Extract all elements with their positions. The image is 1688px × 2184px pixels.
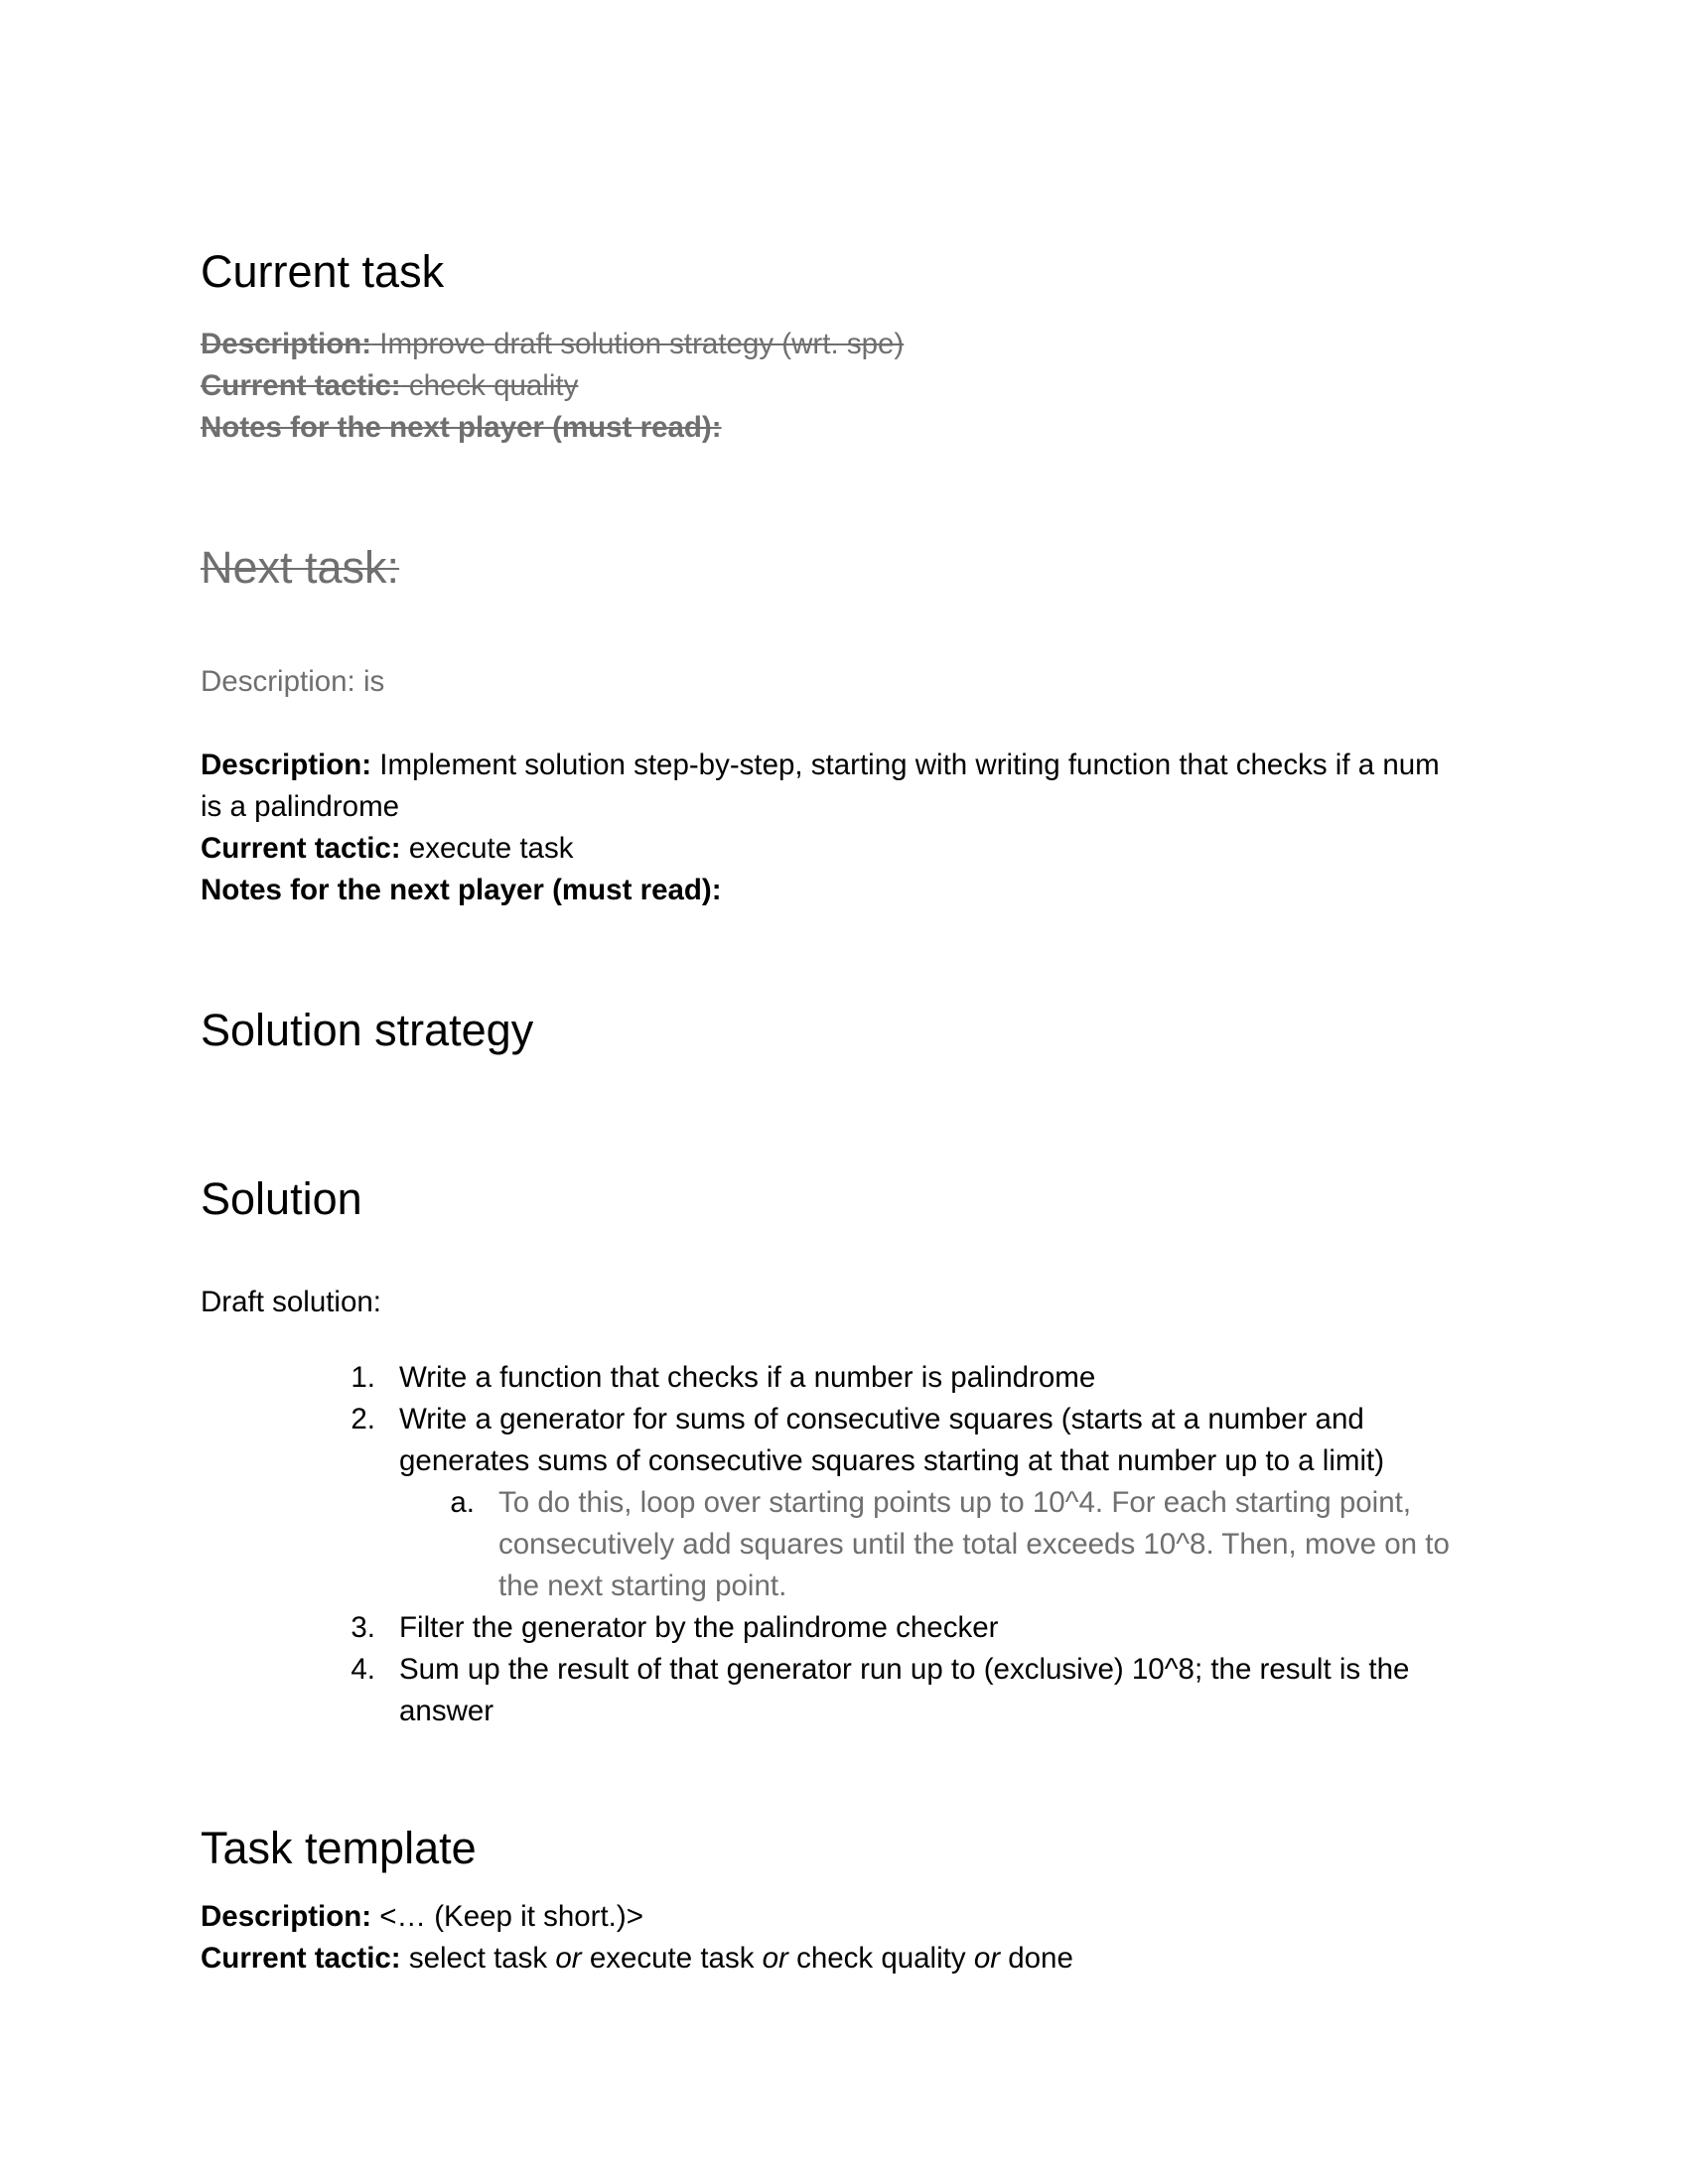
description-label: Description: xyxy=(201,749,372,781)
list-item-text: To do this, loop over starting points up to 10^4. For each starting point, xyxy=(498,1486,1412,1519)
next-task-grey-description: Description: is xyxy=(201,665,385,698)
description-label: Description: xyxy=(201,328,372,360)
heading-next-task: Next task: xyxy=(201,542,400,593)
notes-label: Notes for the next player (must read): xyxy=(201,874,722,906)
template-tactic xyxy=(201,1938,1073,1979)
next-task-tactic xyxy=(201,828,573,870)
description-value: Improve draft solution strategy (wrt. spe) xyxy=(371,328,905,360)
next-task-description xyxy=(201,745,1440,786)
list-marker: 4. xyxy=(351,1653,375,1686)
draft-solution-label: Draft solution: xyxy=(201,1286,381,1318)
or-connector: or xyxy=(762,1942,788,1975)
list-item-text: generates sums of consecutive squares starting at that number up to a limit) xyxy=(399,1444,1385,1477)
current-task-tactic xyxy=(201,365,578,407)
list-marker: 3. xyxy=(351,1611,375,1644)
tactic-option: check quality xyxy=(787,1942,974,1975)
or-connector: or xyxy=(555,1942,582,1975)
current-task-description xyxy=(201,324,904,365)
tactic-value: execute task xyxy=(400,832,574,865)
tactic-option: select task xyxy=(400,1942,556,1975)
list-marker: 2. xyxy=(351,1403,375,1435)
current-task-notes xyxy=(201,407,722,449)
list-item-text: Write a generator for sums of consecutive squares (starts at a number and xyxy=(399,1403,1364,1435)
or-connector: or xyxy=(973,1942,1001,1975)
next-task-description-cont: is a palindrome xyxy=(201,790,400,823)
list-item-text: answer xyxy=(399,1695,494,1727)
heading-task-template: Task template xyxy=(201,1823,477,1873)
notes-label: Notes for the next player (must read): xyxy=(201,411,722,444)
list-item-text: the next starting point. xyxy=(498,1570,787,1602)
heading-current-task: Current task xyxy=(201,246,445,297)
description-value: Implement solution step-by-step, starting with writing function that checks if a num xyxy=(371,749,1440,781)
list-item-text: Filter the generator by the palindrome checker xyxy=(399,1611,999,1644)
template-description xyxy=(201,1896,643,1938)
tactic-label: Current tactic: xyxy=(201,832,401,865)
list-item-text: Sum up the result of that generator run up to (exclusive) 10^8; the result is the xyxy=(399,1653,1410,1686)
description-value: <… (Keep it short.)> xyxy=(371,1900,643,1933)
list-item-text: consecutively add squares until the total exceeds 10^8. Then, move on to xyxy=(498,1528,1450,1561)
next-task-notes xyxy=(201,870,722,911)
tactic-option: done xyxy=(1000,1942,1073,1975)
tactic-label: Current tactic: xyxy=(201,1942,401,1975)
heading-solution: Solution xyxy=(201,1173,362,1224)
tactic-label: Current tactic: xyxy=(201,369,401,402)
description-label: Description: xyxy=(201,1900,372,1933)
list-marker: a. xyxy=(450,1486,475,1519)
list-marker: 1. xyxy=(351,1361,375,1394)
tactic-option: execute task xyxy=(581,1942,763,1975)
tactic-value: check quality xyxy=(400,369,579,402)
list-item-text: Write a function that checks if a number is palindrome xyxy=(399,1361,1096,1394)
heading-solution-strategy: Solution strategy xyxy=(201,1005,534,1055)
